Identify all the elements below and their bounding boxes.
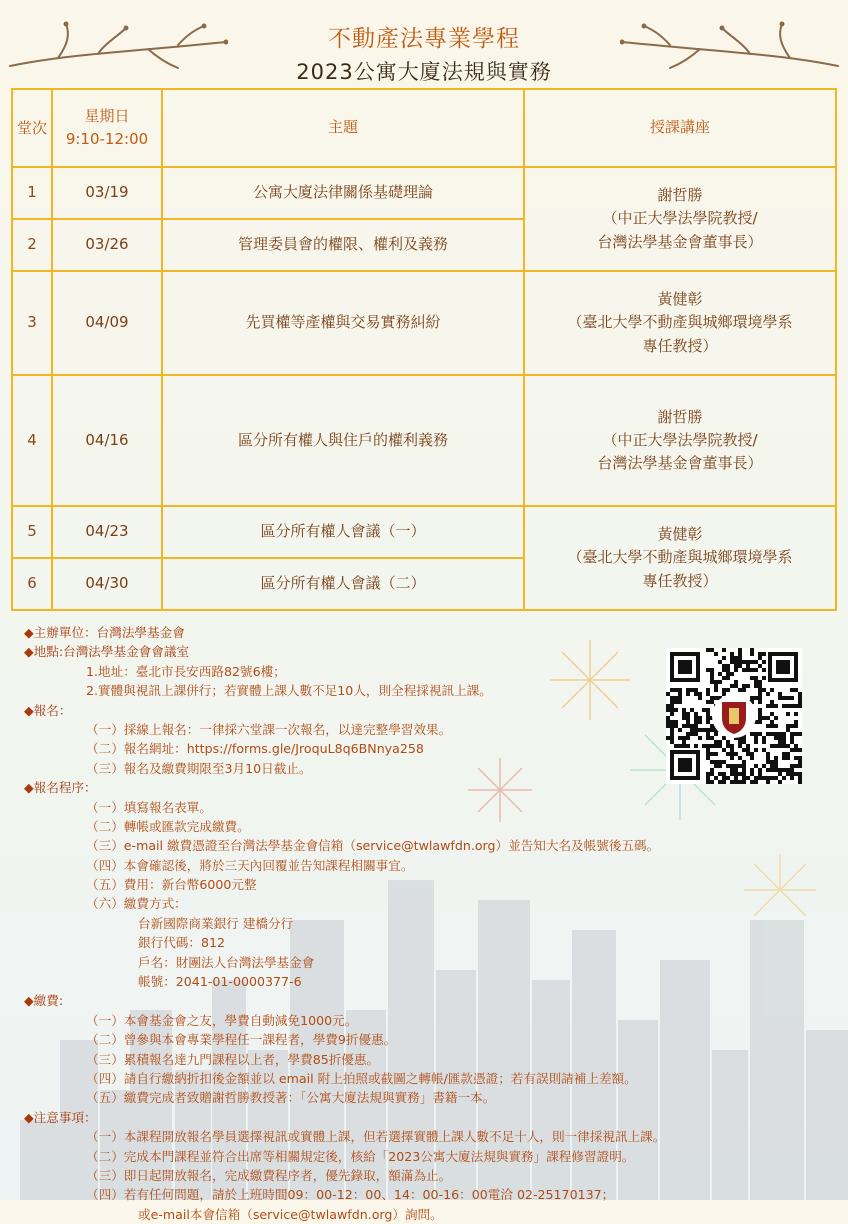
registration-item: （一）採線上報名：一律採六堂課一次報名，以達完整學習效果。 [86, 721, 452, 737]
header-date [52, 89, 162, 167]
fee-heading: ◆繳費: [24, 993, 64, 1009]
address-line: 1.地址：臺北市長安西路82號6樓； [86, 663, 286, 679]
lecturer-title: 台灣法學基金會董事長） [597, 232, 763, 251]
lesson-number: 4 [12, 375, 52, 506]
table-row [12, 167, 836, 219]
lecturer-cell [524, 271, 836, 375]
lesson-date: 03/19 [52, 167, 162, 219]
lecturer-cell [524, 167, 836, 271]
header-date-time: 9:10-12:00 [65, 130, 149, 148]
mode-line: 2.實體與視訊上課併行；若實體上課人數不足10人，則全程採視訊上課。 [86, 683, 492, 699]
lesson-date: 04/09 [52, 271, 162, 375]
lesson-date: 04/16 [52, 375, 162, 506]
registration-url[interactable]: （二）報名網址：https://forms.gle/JroquL8q6BNnya258 [86, 741, 424, 757]
header-lecturer: 授課講座 [524, 89, 836, 167]
table-row [12, 271, 836, 375]
lesson-topic: 區分所有權人與住戶的權利義務 [162, 375, 524, 506]
procedure-item: （六）繳費方式： [86, 896, 187, 912]
bank-line: 戶名：財團法人台灣法學基金會 [138, 954, 315, 970]
lesson-topic: 管理委員會的權限、權利及義務 [162, 219, 524, 271]
note-item: （二）完成本門課程並符合出席等相關規定後，核給「2023公寓大廈法規與實務」課程修習證明。 [86, 1148, 635, 1164]
procedure-item: （二）轉帳或匯款完成繳費。 [86, 818, 250, 834]
lesson-date: 04/23 [52, 506, 162, 558]
note-item: （三）即日起開放報名，完成繳費程序者，優先錄取，額滿為止。 [86, 1167, 452, 1183]
notes-heading: ◆注意事項： [24, 1109, 97, 1125]
lesson-date: 04/30 [52, 558, 162, 610]
bank-line: 帳號：2041-01-0000377-6 [138, 974, 302, 990]
lecturer-title: （中正大學法學院教授/ [602, 430, 758, 449]
lecturer-cell [524, 375, 836, 506]
lesson-date: 03/26 [52, 219, 162, 271]
lecturer-title: 台灣法學基金會董事長） [597, 454, 763, 473]
page-title: 不動產法專業學程 [328, 26, 520, 52]
bank-line: 台新國際商業銀行 建橋分行 [138, 915, 294, 931]
note-item: （四）若有任何問題，請於上班時間09：00-12：00、14：00-16：00電洽 02-25170137； [86, 1187, 615, 1203]
lesson-topic: 區分所有權人會議（一） [162, 506, 524, 558]
schedule-table [11, 88, 837, 611]
fee-item: （二）曾參與本會專業學程任一課程者，學費9折優惠。 [86, 1032, 397, 1048]
lesson-number: 2 [12, 219, 52, 271]
lesson-topic: 先買權等產權與交易實務糾紛 [162, 271, 524, 375]
table-header-row [12, 89, 836, 167]
table-row [12, 506, 836, 558]
lecturer-name: 黃健彰 [657, 525, 703, 544]
table-row [12, 375, 836, 506]
registration-heading: ◆報名： [24, 702, 72, 718]
procedure-heading: ◆報名程序： [24, 780, 97, 796]
lecturer-name: 黃健彰 [657, 290, 703, 309]
lecturer-cell [524, 506, 836, 610]
lesson-number: 5 [12, 506, 52, 558]
note-item: 或e-mail本會信箱（service@twlawfdn.org）詢問。 [138, 1206, 443, 1222]
lecturer-title: 專任教授） [642, 571, 718, 590]
lecturer-title: （臺北大學不動產與城鄉環境學系 [567, 548, 793, 567]
fee-item: （四）請自行繳納折扣後金額並以 email 附上拍照或截圖之轉帳/匯款憑證；若有誤則請補上差額。 [86, 1070, 637, 1086]
procedure-item: （一）填寫報名表單。 [86, 799, 212, 815]
lecturer-title: （中正大學法學院教授/ [602, 209, 758, 228]
procedure-item: （四）本會確認後，將於三天內回覆並告知課程相關事宜。 [86, 857, 414, 873]
lesson-topic: 公寓大廈法律關係基礎理論 [162, 167, 524, 219]
fee-item: （五）繳費完成者致贈謝哲勝教授著：「公寓大廈法規與實務」書籍一本。 [86, 1090, 496, 1106]
lecturer-title: 專任教授） [642, 336, 718, 355]
fee-item: （三）累積報名達九門課程以上者，學費85折優惠。 [86, 1051, 380, 1067]
lesson-number: 1 [12, 167, 52, 219]
fee-item: （一）本會基金會之友，學費自動減免1000元。 [86, 1012, 358, 1028]
procedure-item: （三）e-mail 繳費憑證至台灣法學基金會信箱（service@twlawfdn.org）並告知大名及帳號後五碼。 [86, 838, 660, 854]
note-item: （一）本課程開放報名學員選擇視訊或實體上課，但若選擇實體上課人數不足十人，則一律採視訊上課。 [86, 1129, 666, 1145]
lecturer-name: 謝哲勝 [657, 407, 703, 426]
qr-code-icon[interactable] [666, 648, 802, 784]
header-date-day: 星期日 [84, 106, 130, 125]
lesson-number: 3 [12, 271, 52, 375]
registration-item: （三）報名及繳費期限至3月10日截止。 [86, 760, 312, 776]
bank-line: 銀行代碼：812 [138, 935, 226, 951]
header-topic: 主題 [162, 89, 524, 167]
page-subtitle: 2023公寓大廈法規與實務 [296, 60, 552, 84]
lesson-topic: 區分所有權人會議（二） [162, 558, 524, 610]
lecturer-name: 謝哲勝 [657, 186, 703, 205]
lecturer-title: （臺北大學不動產與城鄉環境學系 [567, 313, 793, 332]
header-lesson: 堂次 [12, 89, 52, 167]
location-line: ◆地點:台灣法學基金會會議室 [24, 644, 190, 660]
lesson-number: 6 [12, 558, 52, 610]
procedure-item: （五）費用：新台幣6000元整 [86, 877, 257, 893]
organizer-line: ◆主辦單位：台灣法學基金會 [24, 625, 185, 640]
